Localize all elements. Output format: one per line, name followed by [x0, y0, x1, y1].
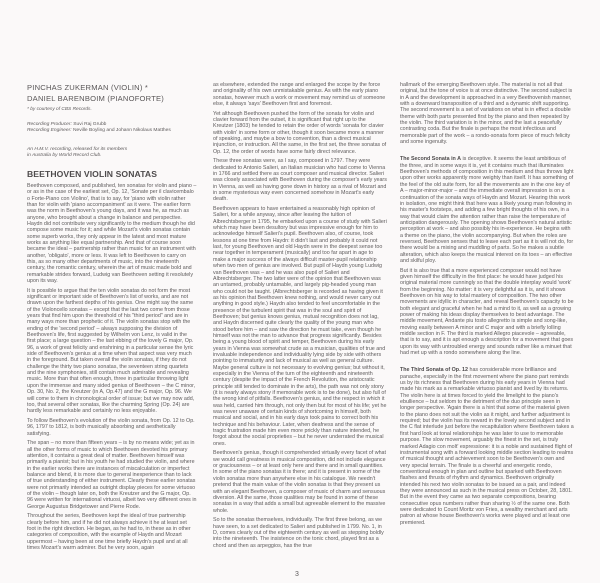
column-right	[400, 82, 574, 529]
page-title: BEETHOVEN VIOLIN SONATAS	[27, 168, 158, 179]
paragraph: Throughout the series, Beethoven kept the ideal of true partnership clearly before him, and if he did not always achieve it he at least set foot in the right direction. He began, as he had to, in these as in other categories of composition, with the example of Haydn and Mozart uppermost – having been at one time briefly Haydn's pupil and at all times Mozart's warm admirer. But he very soon, again	[27, 513, 191, 551]
column-middle	[213, 82, 387, 552]
paragraph: Yet although Beethoven pushed the form of the sonata for violin and clavier forward from the outset, it is significant that right up to the Kreutzer (1803) he tended to retain the order of words 'sonata for clavier with violin' in some form or other, though it soon became more a manner of speaking, and maybe a bow to convention, than a direct musical injunction, or instruction. All the same, in the first set, the three sonatas of Op. 12, the order of words have some fairly direct relevance.	[213, 110, 387, 155]
paragraph: These three sonatas were, as I say, composed in 1797. They were dedicated to Antonio Salieri, an Italian musician who had come to Vienna in 1766 and settled there as court composer and musical director. Salieri was closely associated with Beethoven during the composer's early years in Vienna, as well as having gone down in history as a rival of Mozart and in some mysterious way even concerned somehow in Mozart's early death.	[213, 158, 387, 203]
paragraph: Beethoven's genius, though it comprehended virtually every facet of what we would call greatness in musical composition, did not include elegance or graciousness – or at least only here and there and in small quantities. In some of the piano sonatas it is there; and it is present in some of the violin sonatas more than anywhere else in his catalogue. We needn't pretend that the main value of the violin sonatas is that they present us with an elegant Beethoven, a composer of music of charm and sensuous diversion. All the same, those qualities may be found in some of these sonatas in a way that adds a small but agreeable element to the massive whole.	[213, 450, 387, 514]
courtesy-note: * by courtesy of CBS Records.	[27, 107, 92, 112]
paragraph: But it is also true that a more experienced composer would not have given himself the difficulty in the first place: he would have judged his original material more cunningly so that the double interplay would 'work' from the beginning. No matter: it is very delightful as it is, and it shows Beethoven on his way to total mastery of composition. The two other movements are idyllic in character, and reveal Beethoven's capacity to be both elegant and graceful when he had a mind to it, as well as a growing power of making his ideas display themselves to best advantage. The middle movement, Andante piu tosto allegretto is simple and song-like, moving easily between A minor and C major and with a briefly lolling middle section in F. The third is marked Allegro piacevole – agreeable, that is to say, and it is apt enough a description for a movement that goes upon its way with untroubled energy and sounds rather like a minuet that had met up with a rondo somewhere along the line.	[400, 267, 574, 357]
page-number: 3	[295, 571, 299, 578]
second-sonata-heading: The Second Sonata in A	[400, 156, 461, 163]
paragraph: Beethoven composed, and published, ten sonatas for violin and piano – or as in the case of the earliest set, Op. 12, 'Sonate per il clavicembalo o Forte-Piano con Violino', that is to say, for 'piano with violin rather than for violin with 'piano accompaniment' as it were. The earlier form was the norm in Beethoven's young days, and it was he, as much as anyone, who brought about a change in balance and perspective. Haydn did not contribute very significantly to the medium though he did compose some music for it; and while Mozart's violin sonatas contain some superb works, they only appear in the latest and most mature works as anything like equal partnership. And that of course soon became the ideal – partnership rather than music for an instrument with another, 'obligato', more or less. It was left to Beethoven to carry on this, as so many other departments of music, into the nineteenth century, the romantic century, wherein the art of music made bold and remarkable strides forward, Ludwig van Beethoven setting it resolutely upon its way.	[27, 182, 197, 285]
third-sonata-heading: The Third Sonata of Op. 12	[400, 367, 468, 374]
release-note-1: An H.M.V. recording, released for its members	[27, 146, 128, 152]
paragraph: To follow Beethoven's evolution of the violin sonata, from Op. 12 to Op. 96, 1797 to 1812, is both musically absorbing and aesthetically satisfying.	[27, 417, 195, 437]
paragraph: The span – no more than fifteen years – is by no means wide; yet as in all the other forms of music to which Beethoven devoted his primary attention, it contains a great deal of matter. Beethoven himself was primarily a pianist; but in his youth he had studied the violin, and where in the earlier works there are instances of miscalculation or imperfect balance and blend, it is more due to general inexperience than to lack of true understanding of either instrument. Clearly these earlier sonatas were not primarily intended as outright display pieces for some virtuoso of the violin – though later on, both the Kreutzer and the G major, Op. 96 were written for international virtuosi, albeit two very different ones in George Augustus Bridgetower and Pierre Rode.	[27, 440, 197, 510]
paragraph: Beethoven appears to have entertained a reasonably high opinion of Salieri, for a while anyway, since after leaving the tuition of Albrechtsberger in 1795, he embarked upon a course of study with Salieri which may have been desultory but was impressive enough for him to acknowledge himself Salieri's pupil. Beethoven also, of course, took lessons at one time from Haydn: it didn't last and probably it could not last, for young Beethoven and old Haydn were in the deepest sense too near together in temperament (musically) and too far apart in age to make a major success of the always difficult master-pupil relationship when two men of genius are involved. But pupil of Haydn young Ludwig van Beethoven was – and he was also pupil of Salieri and Albrechtsberger. The two latter were of the opinion that Beethoven was an untamed, probably untamable, and largely pig-headed young man who could not be taught. (Albrechtsberger is recorded as having given it as his opinion that Beethoven knew nothing, and would never carry out anything in good style.) Haydn also tended to feel uncomfortable in the presence of the turbulent spirit that was in the soul and spirit of Beethoven; but genius knows genius, mutual recognition does not lag, and Haydn discerned quite clearly the quality of the young man who stood before him – and saw the direction he must take, even though he himself was not the man to advance that progress significantly. Besides being a young blood of spirit and temper, Beethoven during his early years in Vienna was somewhat crude as a musician, qualities of true and invaluable independence and individuality lying side by side with others pointing to immaturity and lack of musical as well as general culture. Maybe general culture is not necessary to evolving genius; but without it, especially in the Vienna of the turn of the eighteenth and nineteenth century (despite the impact of the French Revolution, the aristocratic principle still tended to dominate in the arts), the path was not only stony (it is nearly always stony if memorable work is to be done), but also full of the wrong kind of pitfalls. Beethoven's genius, and the respect in which it was held, carried him through, not only then but for most of his life; yet he was never unaware of certain kinds of shortcoming in himself, both musical and social, and in his early days took pains to correct both his technique and his behaviour. Later, when deafness and the sense of tragic frustration made him even more prickly than nature intended, he forgot about the social proprieties – but he never underrated the musical ones.	[213, 206, 387, 447]
paragraph: It is possible to argue that the ten violin sonatas do not form the most significant or important side of Beethoven's list of works, and are not drawn upon the farthest depths of his genius. One might say the same of the Violoncello sonatas – except that the last two come from those years that find him upon the threshold of his "third period" and are in many ways more than prophetic of it. The violin sonatas stop with the ending of the 'second period' – always supposing the division of Beethoven's life, first suggested by Wilhelm von Lenz, is valid in the first place; a large question – the last ebbing of the lovely G major, Op. 96, a work of great felicity and enshrining in a particular sense the lyric side of Beethoven's genius at a time when that aspect was very much in the foreground. But taken overall the violin sonatas, if they do not challenge the thirty two piano sonatas, the seventeen string quartets and the nine symphonies, still contain much admirable and revealing music. More than that often enough, three in particular throwing light upon the immense and many sided genius of Beethoven – the C minor, Op. 30, No. 2, the Kreutzer (in A, Op.47) and the G major, Op. 96. We will come to them in chronological order of issue; but we may now add, too, that several other sonatas, like the charming Spring (Op. 24) are hardly less remarkable and certainly no less enjoyable.	[27, 287, 196, 415]
performer-piano: DANIEL BARENBOIM (PIANOFORTE)	[27, 94, 165, 103]
engineer-credit: Recording Engineer: Neville Boyling and Johann Nikolaus Matthes	[27, 128, 171, 134]
paragraph: hallmark of the emerging Beethoven style. The material is not all that original, but the tone of voice is at once distinctive. The second subject is in A and the development is approached in a very Beethovenish manner, with a downward transposition of a third and a dynamic shift supporting. The second movement is a set of variations on what is in effect a double theme with both parts presented first by the piano and then repeated by the violin. The third variation is in the minor, and the last a peacefully contrasting coda. But the finale is perhaps the most infectious and memorable part of the work – a rondo-sonata form piece of much felicity and some ingenuity.	[400, 82, 573, 146]
performer-violin: PINCHAS ZUKERMAN (VIOLIN) *	[27, 83, 149, 92]
paragraph: So to the sonatas themselves, individually. The first three belong, as we have seen, to a set dedicated to Salieri and published in 1799. No. 1, in D, comes clearly out of the eighteenth century as well as stepping boldly into the nineteenth. The insistence on the tonic chord, played first as a chord and then as arpeggios, has the true	[213, 517, 384, 549]
producer-credit: Recording Producer: Suvi Raj Grubb	[27, 121, 107, 127]
paragraph-second-sonata: The Second Sonata in A is deceptive. It seems the least ambitious of the three, and in some ways it is, yet it contains much that illuminates Beethoven's methods of composition in this medium and thus throws light upon other works apparently more weighty than itself. It has something of the feel of the old suite form, for all the movements are in the one key of A – major-minor-major – and the immediate overall impression is on a continuation of the sonata ways of Haydn and Mozart. Hearing this work in isolation, one might think that here was a likely young man following in his master's footsteps, and adding a few bright thoughts of his own, in a way that would claim the attention rather than raise the temperature of anticipation dangerously. The opening shows Beethoven's natural artistic perception at work – and also possibly his in-experience. He begins with a theme on the piano, the violin accompanying. But when the roles are reversed, Beethoven senses that to leave each part as it is will not do, for there would be a mixing and muddling of parts. So he makes a subtle alteration, which also keeps the musical interest on its toes – an effective and skilful ploy.	[400, 156, 574, 264]
paragraph-third-sonata: The Third Sonata of Op. 12 has considerable more brilliance and panache, especially in the first movement where the piano part reminds us by its richness that Beethoven during his early years in Vienna had made his mark as a remarkable virtuoso pianist and lived by its returns. The violin here is at times forced to yield the limelight to the piano's ebullience – but seldom to the detriment of the duo principle seen in longer perspective. 'Again there is a hint that some of the material given to the piano does not suit the violin as it might, and further adjustment is required; but the violin has its reward in the lovely second subject and in the C flat interlude just before the recapitulation where Beethoven takes a first hard look at tonal relationships he was later to use to memorable purpose. The slow movement, arguably the finest in the set, is truly marked Adagio con molt' espressione: it is a noble and sustained flight of instrumental song with a forward looking middle section leading to realms of musical thought and achievement soon to be Beethoven's own and very special terrain. The finale is a cheerful and energetic rondo, conventional enough in plan and outline but sparked with Beethoven flashes and thrusts of rhythm and dynamics. Beethoven originally intended his next two violin sonatas to be issued as a pair, and indeed they were announced as such in the musical press on October, 28, 1801. But in the event they came as two separate compositions, bearing consecutive opus numbers rather than sharing ½ of the same one. Both were dedicated to Count Moritz von Fries, a wealthy merchant and arts patron at whose house Beethoven's works were played and at least one premiered.	[400, 367, 574, 526]
release-note-2: in Australia by World Record Club.	[27, 153, 102, 159]
paragraph: as elsewhere, extended the range and enlarged the scope by the force and originality of his own unmistakable genius. As with the early piano sonatas, however much a work or movement may remind us of someone else, it always 'says' Beethoven first and foremost.	[213, 82, 386, 108]
column-left	[27, 82, 197, 555]
